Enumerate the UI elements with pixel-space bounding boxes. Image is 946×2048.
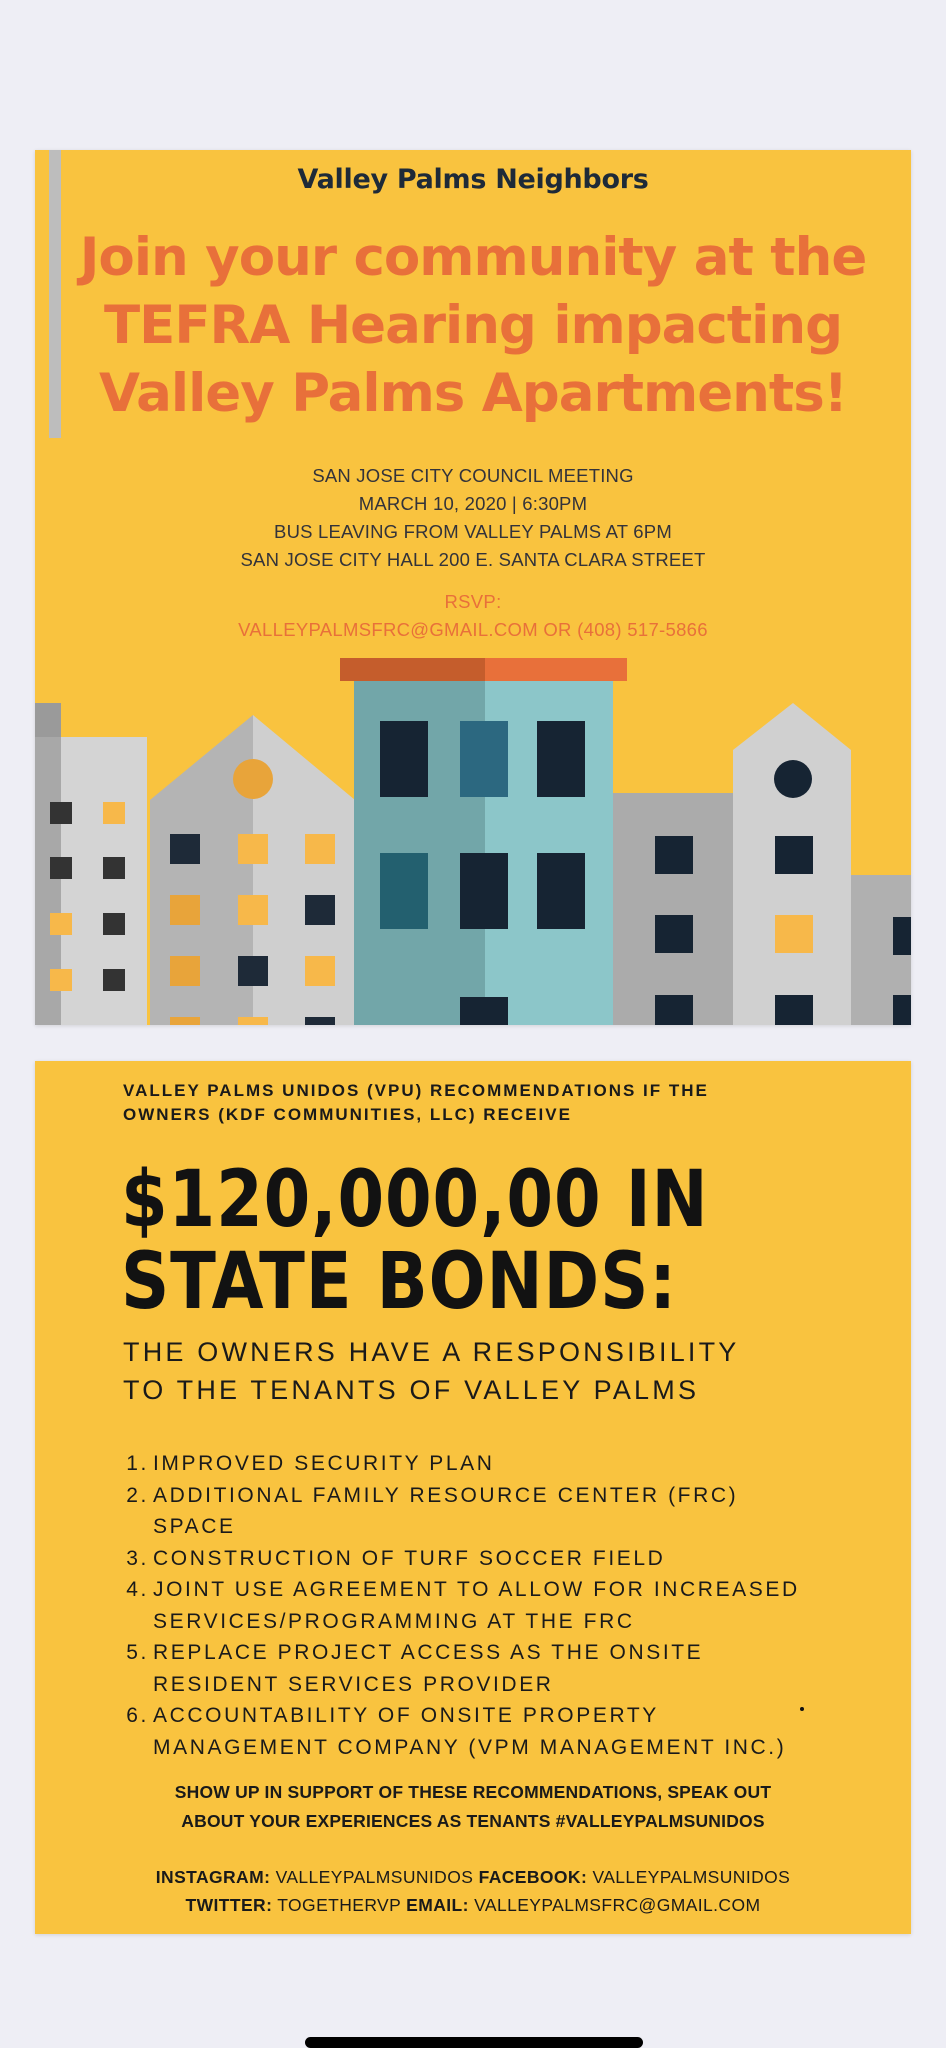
- subtitle: [123, 1333, 883, 1409]
- bond-amount-title: [121, 1155, 757, 1327]
- headline-line: Join your community at the: [79, 227, 867, 288]
- intro-text: [123, 1079, 843, 1127]
- social-line: [35, 1863, 911, 1891]
- item-text: SPACE: [153, 1515, 236, 1538]
- subtitle-line: TO THE TENANTS OF VALLEY PALMS: [123, 1375, 700, 1405]
- item-text: CONSTRUCTION OF TURF SOCCER FIELD: [153, 1546, 666, 1570]
- roof-left: [340, 658, 485, 681]
- home-indicator[interactable]: [305, 2037, 643, 2048]
- recommendation-item: [123, 1700, 863, 1763]
- recommendations-list: [123, 1448, 863, 1763]
- recommendation-item: [123, 1574, 863, 1637]
- stray-dot: [800, 1707, 804, 1711]
- house-left-shade: [150, 715, 253, 1025]
- gray-building: [613, 793, 733, 1025]
- facebook-label: FACEBOOK:: [478, 1867, 588, 1887]
- instagram-handle: VALLEYPALMSUNIDOS: [275, 1867, 474, 1887]
- call-to-action: [35, 1778, 911, 1836]
- far-right-window: [893, 917, 911, 955]
- bus-info: BUS LEAVING FROM VALLEY PALMS AT 6PM: [274, 521, 672, 542]
- meeting-date: MARCH 10, 2020 | 6:30PM: [358, 493, 588, 514]
- cta-line: ABOUT YOUR EXPERIENCES AS TENANTS #VALLEYPALMSUNIDOS: [181, 1811, 765, 1831]
- intro-line: OWNERS (KDF COMMUNITIES, LLC) RECEIVE: [123, 1105, 572, 1124]
- twitter-label: TWITTER:: [185, 1895, 273, 1915]
- building-left-top: [35, 703, 61, 737]
- house-round-window: [233, 759, 273, 799]
- roof-right: [485, 658, 627, 681]
- headline-line: Valley Palms Apartments!: [99, 363, 847, 424]
- rsvp-contact: VALLEYPALMSFRC@GMAIL.COM OR (408) 517-5866: [238, 619, 708, 640]
- house-right-windows: [775, 836, 813, 1025]
- social-contacts: [35, 1863, 911, 1919]
- twitter-handle: TOGETHERVP: [277, 1895, 401, 1915]
- item-text: IMPROVED SECURITY PLAN: [153, 1452, 495, 1475]
- item-text: RESIDENT SERVICES PROVIDER: [153, 1672, 554, 1696]
- social-line: [35, 1891, 911, 1919]
- meeting-name: SAN JOSE CITY COUNCIL MEETING: [312, 465, 634, 486]
- cta-line: SHOW UP IN SUPPORT OF THESE RECOMMENDATIONS, SPEAK OUT: [174, 1782, 772, 1802]
- recommendation-item: [123, 1448, 863, 1480]
- item-text: SERVICES/PROGRAMMING AT THE FRC: [153, 1609, 635, 1633]
- event-flyer: [35, 150, 911, 1025]
- item-number: 1.: [126, 1452, 149, 1475]
- title-line: $120,000,00 IN: [121, 1155, 709, 1245]
- item-number: 3.: [126, 1546, 149, 1570]
- rsvp-label: RSVP:: [444, 591, 502, 612]
- email-label: EMAIL:: [406, 1895, 469, 1915]
- intro-line: VALLEY PALMS UNIDOS (VPU) RECOMMENDATIONS IF THE: [123, 1081, 709, 1100]
- house-left: [253, 715, 355, 1025]
- instagram-label: INSTAGRAM:: [155, 1867, 271, 1887]
- recommendation-item: [123, 1480, 863, 1543]
- recommendation-item: [123, 1543, 863, 1575]
- item-text: ACCOUNTABILITY OF ONSITE PROPERTY: [153, 1704, 659, 1727]
- item-text: ADDITIONAL FAMILY RESOURCE CENTER (FRC): [153, 1483, 739, 1507]
- meeting-location: SAN JOSE CITY HALL 200 E. SANTA CLARA STREET: [240, 549, 706, 570]
- recommendations-flyer: [35, 1061, 911, 1934]
- headline-line: TEFRA Hearing impacting: [103, 295, 843, 356]
- city-buildings-illustration: [35, 150, 911, 1025]
- item-text: MANAGEMENT COMPANY (VPM MANAGEMENT INC.): [153, 1735, 787, 1759]
- item-number: 2.: [126, 1483, 149, 1507]
- facebook-handle: VALLEYPALMSUNIDOS: [592, 1867, 791, 1887]
- title-line: STATE BONDS:: [121, 1237, 677, 1327]
- subtitle-line: THE OWNERS HAVE A RESPONSIBILITY: [123, 1337, 740, 1367]
- item-number: 4.: [126, 1578, 149, 1601]
- far-right-window: [893, 995, 911, 1025]
- brand-name: Valley Palms Neighbors: [297, 164, 649, 195]
- recommendation-item: [123, 1637, 863, 1700]
- building-left-edge: [49, 150, 61, 438]
- item-number: 6.: [126, 1704, 149, 1727]
- item-text: JOINT USE AGREEMENT TO ALLOW FOR INCREASED: [153, 1578, 800, 1601]
- gray-building-windows: [655, 836, 693, 1025]
- item-number: 5.: [126, 1641, 149, 1664]
- email-address: VALLEYPALMSFRC@GMAIL.COM: [474, 1895, 761, 1915]
- item-text: REPLACE PROJECT ACCESS AS THE ONSITE: [153, 1641, 704, 1664]
- house-right-round-window: [774, 760, 812, 798]
